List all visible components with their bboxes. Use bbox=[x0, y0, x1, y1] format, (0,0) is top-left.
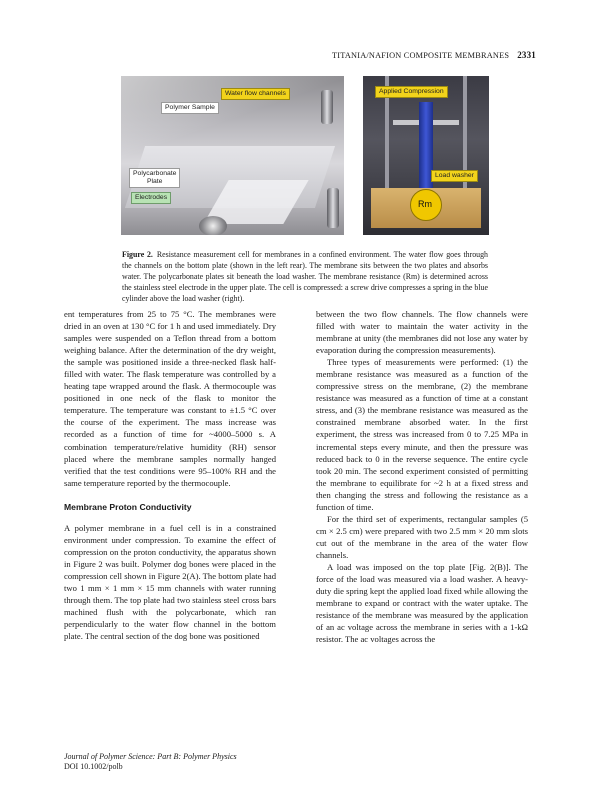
label-polycarbonate-line1: Polycarbonate bbox=[133, 170, 177, 177]
running-head-title: TITANIA/NAFION COMPOSITE MEMBRANES bbox=[332, 51, 510, 60]
running-head bbox=[332, 50, 536, 60]
section-heading: Membrane Proton Conductivity bbox=[64, 501, 192, 512]
paragraph: For the third set of experiments, rectangular samples (5 cm × 2.5 cm) were prepared with two 2.5 mm × 20 mm slots cut out of the membrane in the area of the water flow channels. bbox=[316, 513, 528, 560]
paragraph: A load was imposed on the top plate [Fig. 2(B)]. The force of the load was measured via a load washer. A heavy-duty die spring kept the applied load fixed while allowing the membrane to expand or contract with the water uptake. The resistance of the membrane was measured by the application of an ac voltage across the membrane in series with a 1-kΩ resistor. The ac voltages across the bbox=[316, 561, 528, 645]
paragraph: Three types of measurements were performed: (1) the membrane resistance was measured as a function of the compressive stress on the membrane, (2) the membrane resistance was measured as a function of time at a constant stress, and (3) the membrane resistance was measured as the constrained membrane absorbed water. In the first experiment, the stress was increased from 0 to 7.25 MPa in incremental steps every minute, and then the pressure was reduced back to 0 in the reverse sequence. The entire cycle took 20 min. The second experiment consisted of permitting the membrane to equilibrate for ~2 h at a fixed stress and then changing the stress and following the resistance as a function of time. bbox=[316, 357, 528, 512]
figure-photo-load-frame bbox=[363, 76, 489, 235]
page-number: 2331 bbox=[517, 50, 536, 60]
paragraph: ent temperatures from 25 to 75 °C. The membranes were dried in an oven at 130 °C for 1 h and used immediately. Dry samples were suspended on a Teflon thread from a bottom weighing balance. After the determination of the dry weight, the sample was positioned inside a three-necked flask half-filled with water. The flask temperature was controlled by a heating tape wrapped around the flask. A thermocouple was positioned in one neck of the flask to monitor the temperature. The temperature was constant to ±1.5 °C over the course of the experiment. The mass increase was recorded as a function of time for ~4000–5000 s. A combination temperature/relative humidity (RH) sensor placed where the membrane samples normally hanged verified that the test conditions were 95–100% RH and the same temperature reported by the thermocouple. bbox=[64, 309, 276, 488]
label-water-flow-channels: Water flow channels bbox=[221, 88, 290, 100]
figure-caption-text: Resistance measurement cell for membranes in a confined environment. The water flow goes through the channels on the bottom plate (shown in the left rear). The membrane sits between the two plates and absorbs water. The polycarbonate plates sit beneath the load washer. The membrane resistance (Rm) is determined across the stainless steel electrode in the upper plate. The cell is compressed: a screw drive compresses a spring in the blue cylinder above the load washer (right). bbox=[122, 250, 488, 303]
rm-label: Rm bbox=[418, 199, 432, 209]
label-load-washer: Load washer bbox=[431, 170, 478, 182]
label-applied-compression: Applied Compression bbox=[375, 86, 448, 98]
figure-caption-label: Figure 2. bbox=[122, 250, 153, 259]
doi: DOI 10.1002/polb bbox=[64, 762, 123, 771]
label-polycarbonate-plate bbox=[129, 168, 180, 188]
figure-photo-compression-cell bbox=[121, 76, 344, 235]
column-right bbox=[316, 308, 528, 645]
paragraph: between the two flow channels. The flow channels were filled with water to maintain the water activity in the membrane at unity (the membranes did not lose any water by evaporation during the compression measurements). bbox=[316, 309, 528, 356]
figure-caption bbox=[122, 250, 488, 305]
column-left bbox=[64, 308, 276, 642]
fitting-shape bbox=[199, 216, 227, 235]
label-polycarbonate-line2: Plate bbox=[146, 178, 163, 185]
footer bbox=[64, 752, 237, 772]
paragraph: A polymer membrane in a fuel cell is in a constrained environment under compression. To examine the effect of compression on the proton conductivity, the apparatus shown in Figure 2 was built. Polymer dog bones were placed in the compression cell shown in Figure 2(A). The bottom plate had two 1 mm × 1 mm × 15 mm channels with water running through them. The top plate had two stainless steel cross bars machined flush with the polycarbonate, which ran perpendicularly to the water flow channel in the bottom plate. The central section of the dog bone was positioned bbox=[64, 522, 276, 642]
label-electrodes: Electrodes bbox=[131, 192, 171, 204]
label-polymer-sample: Polymer Sample bbox=[161, 102, 219, 114]
bolt-shape bbox=[327, 188, 339, 228]
bolt-shape bbox=[321, 90, 333, 124]
journal-title: Journal of Polymer Science: Part B: Polymer Physics bbox=[64, 752, 237, 761]
